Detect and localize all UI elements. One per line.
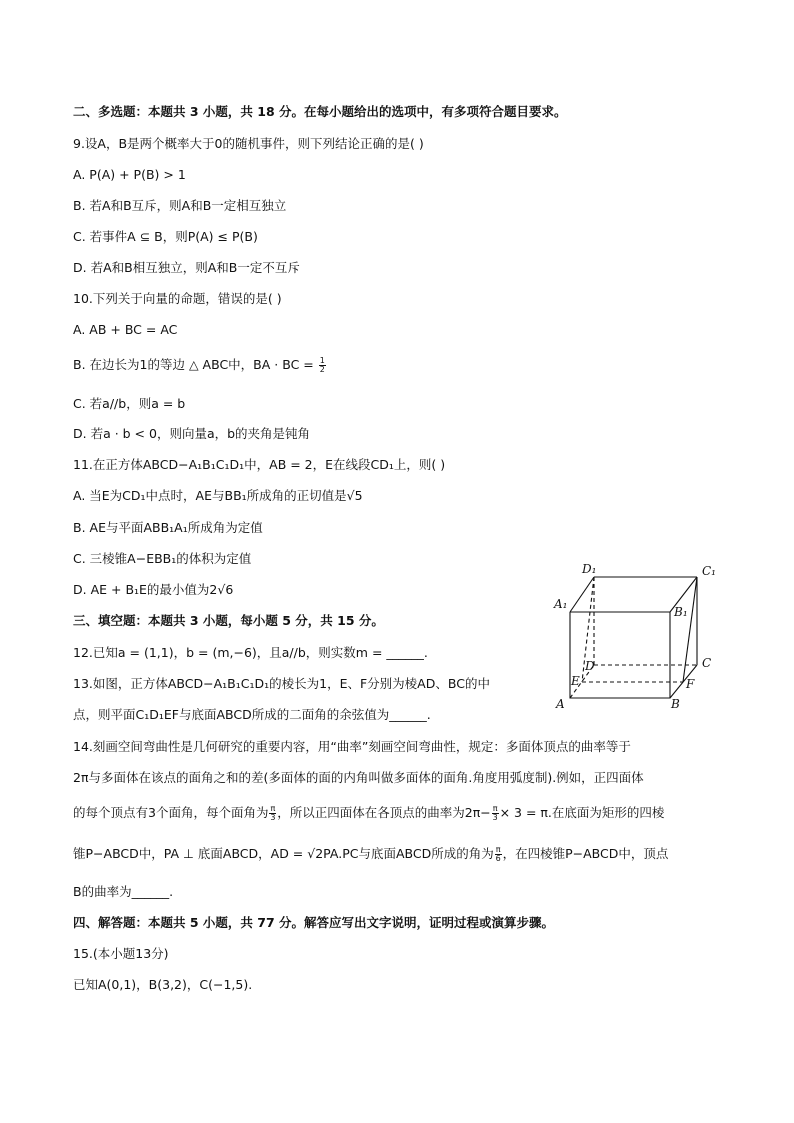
question-10-option-b (73, 356, 327, 374)
label-F: F (686, 677, 695, 691)
fraction-numerator: π (492, 804, 498, 813)
label-C1: C₁ (702, 564, 716, 578)
label-C: C (702, 656, 712, 670)
question-14-line-3 (73, 804, 664, 822)
fraction-numerator: 1 (319, 356, 325, 365)
fraction-denominator: 2 (319, 365, 325, 374)
fraction-one-half (319, 357, 326, 374)
fraction-pi-over-3-second (492, 805, 499, 822)
label-E: E (571, 674, 580, 688)
question-11-option-d: D. AE + B₁E的最小值为2√6 (73, 582, 234, 597)
fraction-pi-over-3 (269, 805, 276, 822)
question-10-option-c: C. 若a//b，则a = b (73, 396, 186, 411)
question-9-option-a: A. P(A) + P(B) > 1 (73, 167, 186, 182)
question-15-text: 已知A(0,1)，B(3,2)，C(−1,5). (73, 977, 253, 992)
section-heading-solutions: 四、解答题：本题共 5 小题，共 77 分。解答应写出文字说明，证明过程或演算步骤。 (73, 915, 555, 930)
question-13-line-2: 点，则平面C₁D₁EF与底面ABCD所成的二面角的余弦值为______. (73, 707, 431, 722)
fraction-pi-over-6 (495, 846, 502, 863)
question-9-option-d: D. 若A和B相互独立，则A和B一定不互斥 (73, 260, 300, 275)
question-14-line-3-part-c: × 3 = π.在底面为矩形的四棱 (499, 805, 665, 820)
question-13-line-1: 13.如图，正方体ABCD−A₁B₁C₁D₁的棱长为1，E、F分别为棱AD、BC的中 (73, 676, 490, 691)
question-12: 12.已知a = (1,1)，b = (m,−6)，且a//b，则实数m = ______. (73, 645, 428, 660)
label-A1: A₁ (554, 597, 568, 611)
label-B1: B₁ (674, 605, 688, 619)
label-A: A (556, 697, 565, 711)
question-10-option-b-text: B. 在边长为1的等边 △ ABC中，BA · BC = (73, 357, 314, 372)
question-14-line-3-part-a: 的每个顶点有3个面角，每个面角为 (73, 805, 269, 820)
question-10-option-a: A. AB + BC = AC (73, 322, 178, 337)
question-15-stem: 15.(本小题13分) (73, 946, 169, 961)
question-14-line-2: 2π与多面体在该点的面角之和的差(多面体的面的内角叫做多面体的面角.角度用弧度制).例如，正四面体 (73, 770, 644, 785)
section-heading-multiple-choice: 二、多选题：本题共 3 小题，共 18 分。在每小题给出的选项中，有多项符合题目要求。 (73, 104, 567, 119)
label-D: D (585, 659, 595, 673)
question-11-stem: 11.在正方体ABCD−A₁B₁C₁D₁中，AB = 2，E在线段CD₁上，则( ) (73, 457, 446, 472)
question-10-stem: 10.下列关于向量的命题，错误的是( ) (73, 291, 282, 306)
label-B: B (671, 697, 680, 711)
question-11-option-b: B. AE与平面ABB₁A₁所成角为定值 (73, 520, 263, 535)
question-11-option-c: C. 三棱锥A−EBB₁的体积为定值 (73, 551, 252, 566)
label-D1: D₁ (582, 562, 597, 576)
question-14-line-4 (73, 845, 668, 863)
question-14-line-3-part-b: ，所以正四面体在各顶点的曲率为2π− (277, 805, 491, 820)
fraction-denominator: 6 (495, 854, 501, 863)
question-10-option-d: D. 若a · b < 0，则向量a，b的夹角是钝角 (73, 426, 311, 441)
cube-figure (552, 560, 722, 716)
question-9-option-b: B. 若A和B互斥，则A和B一定相互独立 (73, 198, 287, 213)
question-9-stem: 9.设A，B是两个概率大于0的随机事件，则下列结论正确的是( ) (73, 136, 424, 151)
question-14-line-4-part-a: 锥P−ABCD中，PA ⊥ 底面ABCD，AD = √2PA.PC与底面ABCD所成的角为 (73, 846, 494, 861)
question-9-option-c: C. 若事件A ⊆ B，则P(A) ≤ P(B) (73, 229, 258, 244)
question-14-line-4-part-b: ，在四棱锥P−ABCD中，顶点 (502, 846, 669, 861)
fraction-numerator: π (270, 804, 276, 813)
question-11-option-a: A. 当E为CD₁中点时，AE与BB₁所成角的正切值是√5 (73, 488, 363, 503)
fraction-numerator: π (495, 845, 501, 854)
section-heading-fill-in: 三、填空题：本题共 3 小题，每小题 5 分，共 15 分。 (73, 613, 384, 628)
fraction-denominator: 3 (492, 813, 498, 822)
question-14-line-5: B的曲率为______. (73, 884, 174, 899)
question-14-line-1: 14.刻画空间弯曲性是几何研究的重要内容，用“曲率”刻画空间弯曲性，规定：多面体顶点的曲率等于 (73, 739, 631, 754)
fraction-denominator: 3 (270, 813, 276, 822)
